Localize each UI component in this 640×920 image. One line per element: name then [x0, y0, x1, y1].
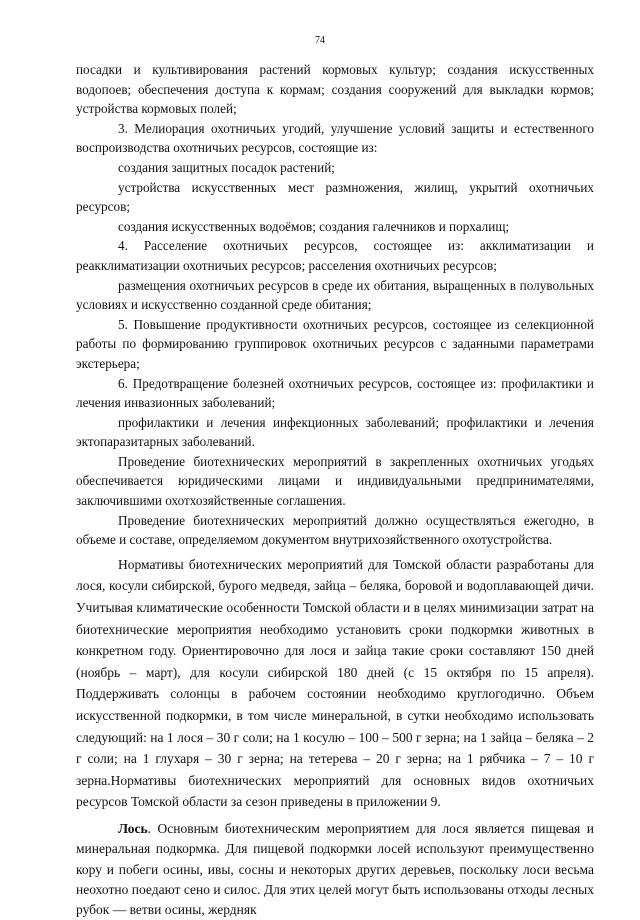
paragraph-disease-prevention: 6. Предотвращение болезней охотничьих ресурсов, состоящее из: профилактики и лечения инвазионных заболеваний; — [76, 375, 594, 411]
paragraph-protective-planting: создания защитных посадок растений; — [118, 159, 335, 175]
page-number: 74 — [315, 35, 325, 46]
paragraph-melioration: 3. Мелиорация охотничьих угодий, улучшение условий защиты и естественного воспроизводства охотничьих ресурсов, состоящие из: — [76, 120, 594, 156]
moose-text: . Основным биотехническим мероприятием для лося является пищевая и минеральная подкормка. Для пищевой подкормки лосей используют преимущественно кору и побеги осины, ивы, сосны и некоторых других деревьев, поскольку лоси весьма неохотно поедают сено и силос. Для этих целей могут быть использованы отходы лесных рубок — ветви осины, жердняк — [76, 820, 594, 918]
paragraph-feeding-list: посадки и культивирования растений кормовых культур; создания искусственных водопоев; обеспечения доступа к кормам; создания сооружений для выкладки кормов; устройства кормовых полей; — [76, 62, 594, 117]
paragraph-annual-measures: Проведение биотехнических мероприятий должно осуществляться ежегодно, в объеме и составе, определяемом документом внутрихозяйственного охотустройства. — [76, 512, 594, 548]
paragraph-placement: размещения охотничьих ресурсов в среде их обитания, выращенных в полувольных условиях и искусственно созданной среде обитания; — [76, 277, 594, 313]
document-body — [76, 60, 594, 920]
paragraph-resettlement: 4. Расселение охотничьих ресурсов, состоящее из: акклиматизации и реакклиматизации охотничьих ресурсов; расселения охотничьих ресурсов; — [76, 238, 594, 273]
paragraph-responsible-parties: Проведение биотехнических мероприятий в закрепленных охотничьих угодьях обеспечивается юридическими лицами и индивидуальными предпринимателями, заключившими охотхозяйственные соглашения. — [76, 453, 594, 509]
paragraph-productivity: 5. Повышение продуктивности охотничьих ресурсов, состоящее из селекционной работы по формированию группировок охотничьих ресурсов с заданными параметрами экстерьера; — [76, 316, 594, 371]
paragraph-infection-prevention: профилактики и лечения инфекционных заболеваний; профилактики и лечения эктопаразитарных заболеваний. — [76, 414, 594, 450]
moose-heading: Лось — [118, 820, 148, 836]
paragraph-breeding-places: устройства искусственных мест размножения, жилищ, укрытий охотничьих ресурсов; — [76, 179, 594, 215]
paragraph-tomsk-norms: Нормативы биотехнических мероприятий для Томской области разработаны для лося, косули сибирской, бурого медведя, зайца – беляка, боровой и водоплавающей дичи. Учитывая климатические особенности Томской области и в целях минимизации затрат на биотехнические мероприятия необходимо установить сроки подкормки животных в конкретном году. Ориентировочно для лося и зайца такие сроки составляют 150 дней (ноябрь – март), для косули сибирской 180 дней (с 15 октября по 15 апреля). Поддерживать солонцы в рабочем состоянии необходимо круглогодично. Объем искусственной подкормки, в том числе минеральной, в сутки необходимо использовать следующий: на 1 лося – 30 г соли; на 1 косулю – 100 – 500 г зерна; на 1 зайца – беляка – 2 г соли; на 1 глухаря – 30 г зерна; на тетерева – 20 г зерна; на 1 рябчика – 7 – 10 г зерна.Нормативы биотехнических мероприятий для основных видов охотничьих ресурсов Томской области за сезон приведены в приложении 9. — [76, 556, 594, 810]
paragraph-reservoirs: создания искусственных водоёмов; создания галечников и порхалищ; — [118, 218, 510, 234]
